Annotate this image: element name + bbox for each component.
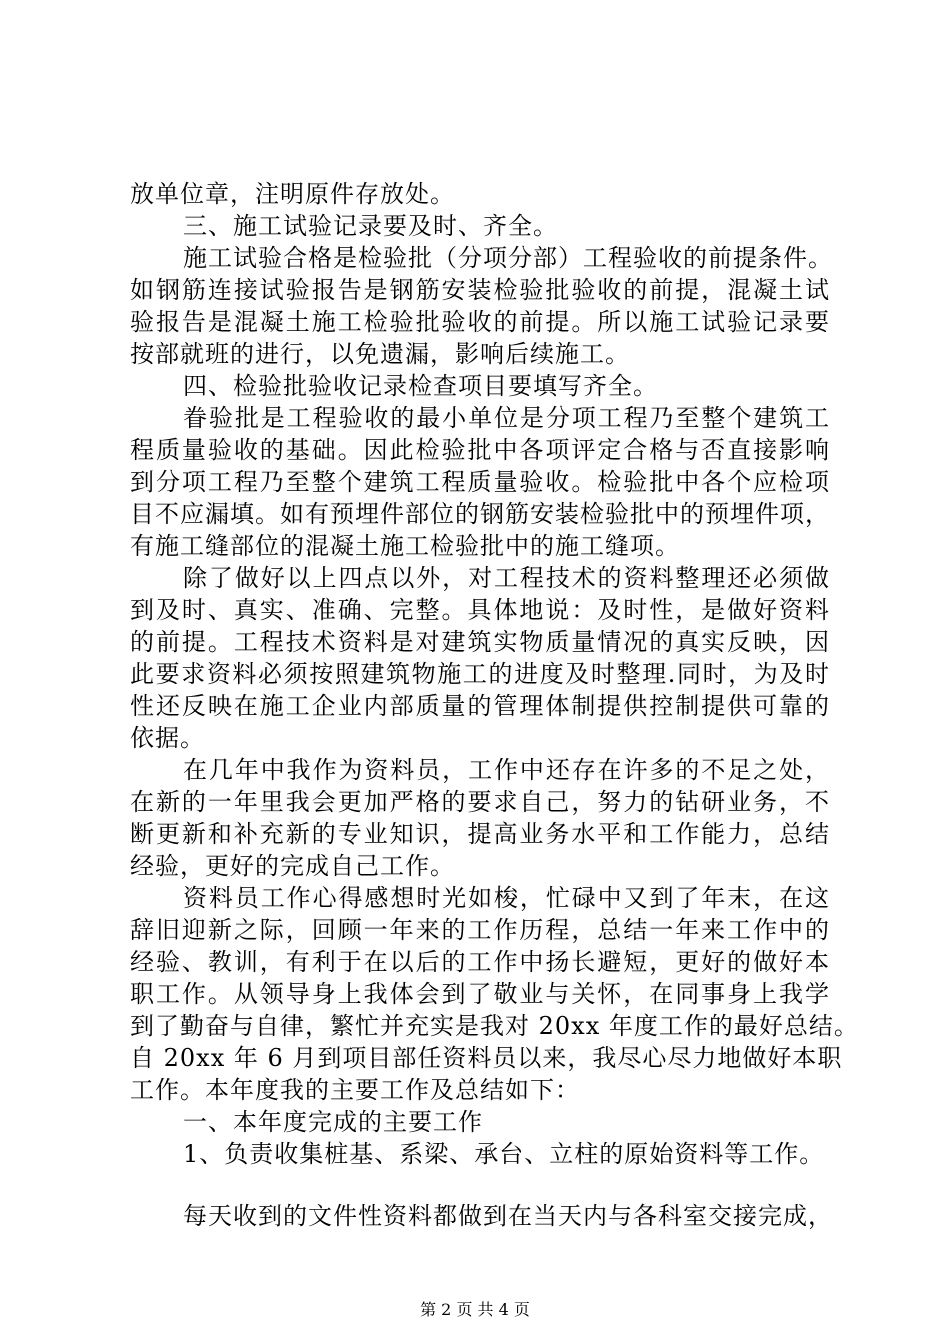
- text-line: 经验，更好的完成自己工作。: [130, 852, 455, 880]
- text-line: 在几年中我作为资料员，工作中还存在许多的不足之处，: [183, 756, 830, 784]
- text-line: 验报告是混凝土施工检验批验收的前提。所以施工试验记录要: [130, 308, 830, 336]
- section-heading: 三、施工试验记录要及时、齐全。: [183, 212, 558, 240]
- text-line: 职工作。从领导身上我体会到了敬业与关怀，在同事身上我学: [130, 980, 830, 1008]
- text-line: 依据。: [130, 724, 205, 752]
- text-line: 施工试验合格是检验批（分项分部）工程验收的前提条件。: [183, 244, 833, 272]
- text-line: 放单位章，注明原件存放处。: [130, 180, 455, 208]
- text-line: 资料员工作心得感想时光如梭，忙碌中又到了年末，在这: [183, 884, 830, 912]
- text-line: 到及时、真实、准确、完整。具体地说：及时性，是做好资料: [130, 596, 830, 624]
- text-line: 除了做好以上四点以外，对工程技术的资料整理还必须做: [183, 564, 830, 592]
- text-line: 经验、教训，有利于在以后的工作中扬长避短，更好的做好本: [130, 948, 830, 976]
- text-line: 有施工缝部位的混凝土施工检验批中的施工缝项。: [130, 532, 680, 560]
- text-line: 程质量验收的基础。因此检验批中各项评定合格与否直接影响: [130, 436, 830, 464]
- text-line: 性还反映在施工企业内部质量的管理体制提供控制提供可靠的: [130, 692, 830, 720]
- text-line: 工作。本年度我的主要工作及总结如下：: [130, 1076, 580, 1104]
- text-line: 在新的一年里我会更加严格的要求自己，努力的钻研业务，不: [130, 788, 830, 816]
- text-line: 到了勤奋与自律，繁忙并充实是我对 20xx 年度工作的最好总结。: [130, 1012, 859, 1040]
- text-line: 到分项工程乃至整个建筑工程质量验收。检验批中各个应检项: [130, 468, 830, 496]
- section-heading: 一、本年度完成的主要工作: [183, 1108, 483, 1136]
- text-line: 自 20xx 年 6 月到项目部任资料员以来，我尽心尽力地做好本职: [130, 1044, 843, 1072]
- text-line: 1、负责收集桩基、系梁、承台、立柱的原始资料等工作。: [183, 1140, 825, 1168]
- text-line: 辞旧迎新之际，回顾一年来的工作历程，总结一年来工作中的: [130, 916, 830, 944]
- text-line: 目不应漏填。如有预埋件部位的钢筋安装检验批中的预埋件项，: [130, 500, 830, 528]
- text-line: 按部就班的进行，以免遗漏，影响后续施工。: [130, 340, 630, 368]
- page-number: 第 2 页 共 4 页: [420, 1300, 530, 1319]
- section-heading: 四、检验批验收记录检查项目要填写齐全。: [183, 372, 658, 400]
- text-line: 如钢筋连接试验报告是钢筋安装检验批验收的前提，混凝土试: [130, 276, 830, 304]
- text-line: 的前提。工程技术资料是对建筑实物质量情况的真实反映，因: [130, 628, 830, 656]
- text-line: 每天收到的文件性资料都做到在当天内与各科室交接完成，: [183, 1202, 833, 1230]
- text-line: 眷验批是工程验收的最小单位是分项工程乃至整个建筑工: [183, 404, 830, 432]
- text-line: 断更新和补充新的专业知识，提高业务水平和工作能力，总结: [130, 820, 830, 848]
- text-line: 此要求资料必须按照建筑物施工的进度及时整理.同时，为及时: [130, 660, 830, 688]
